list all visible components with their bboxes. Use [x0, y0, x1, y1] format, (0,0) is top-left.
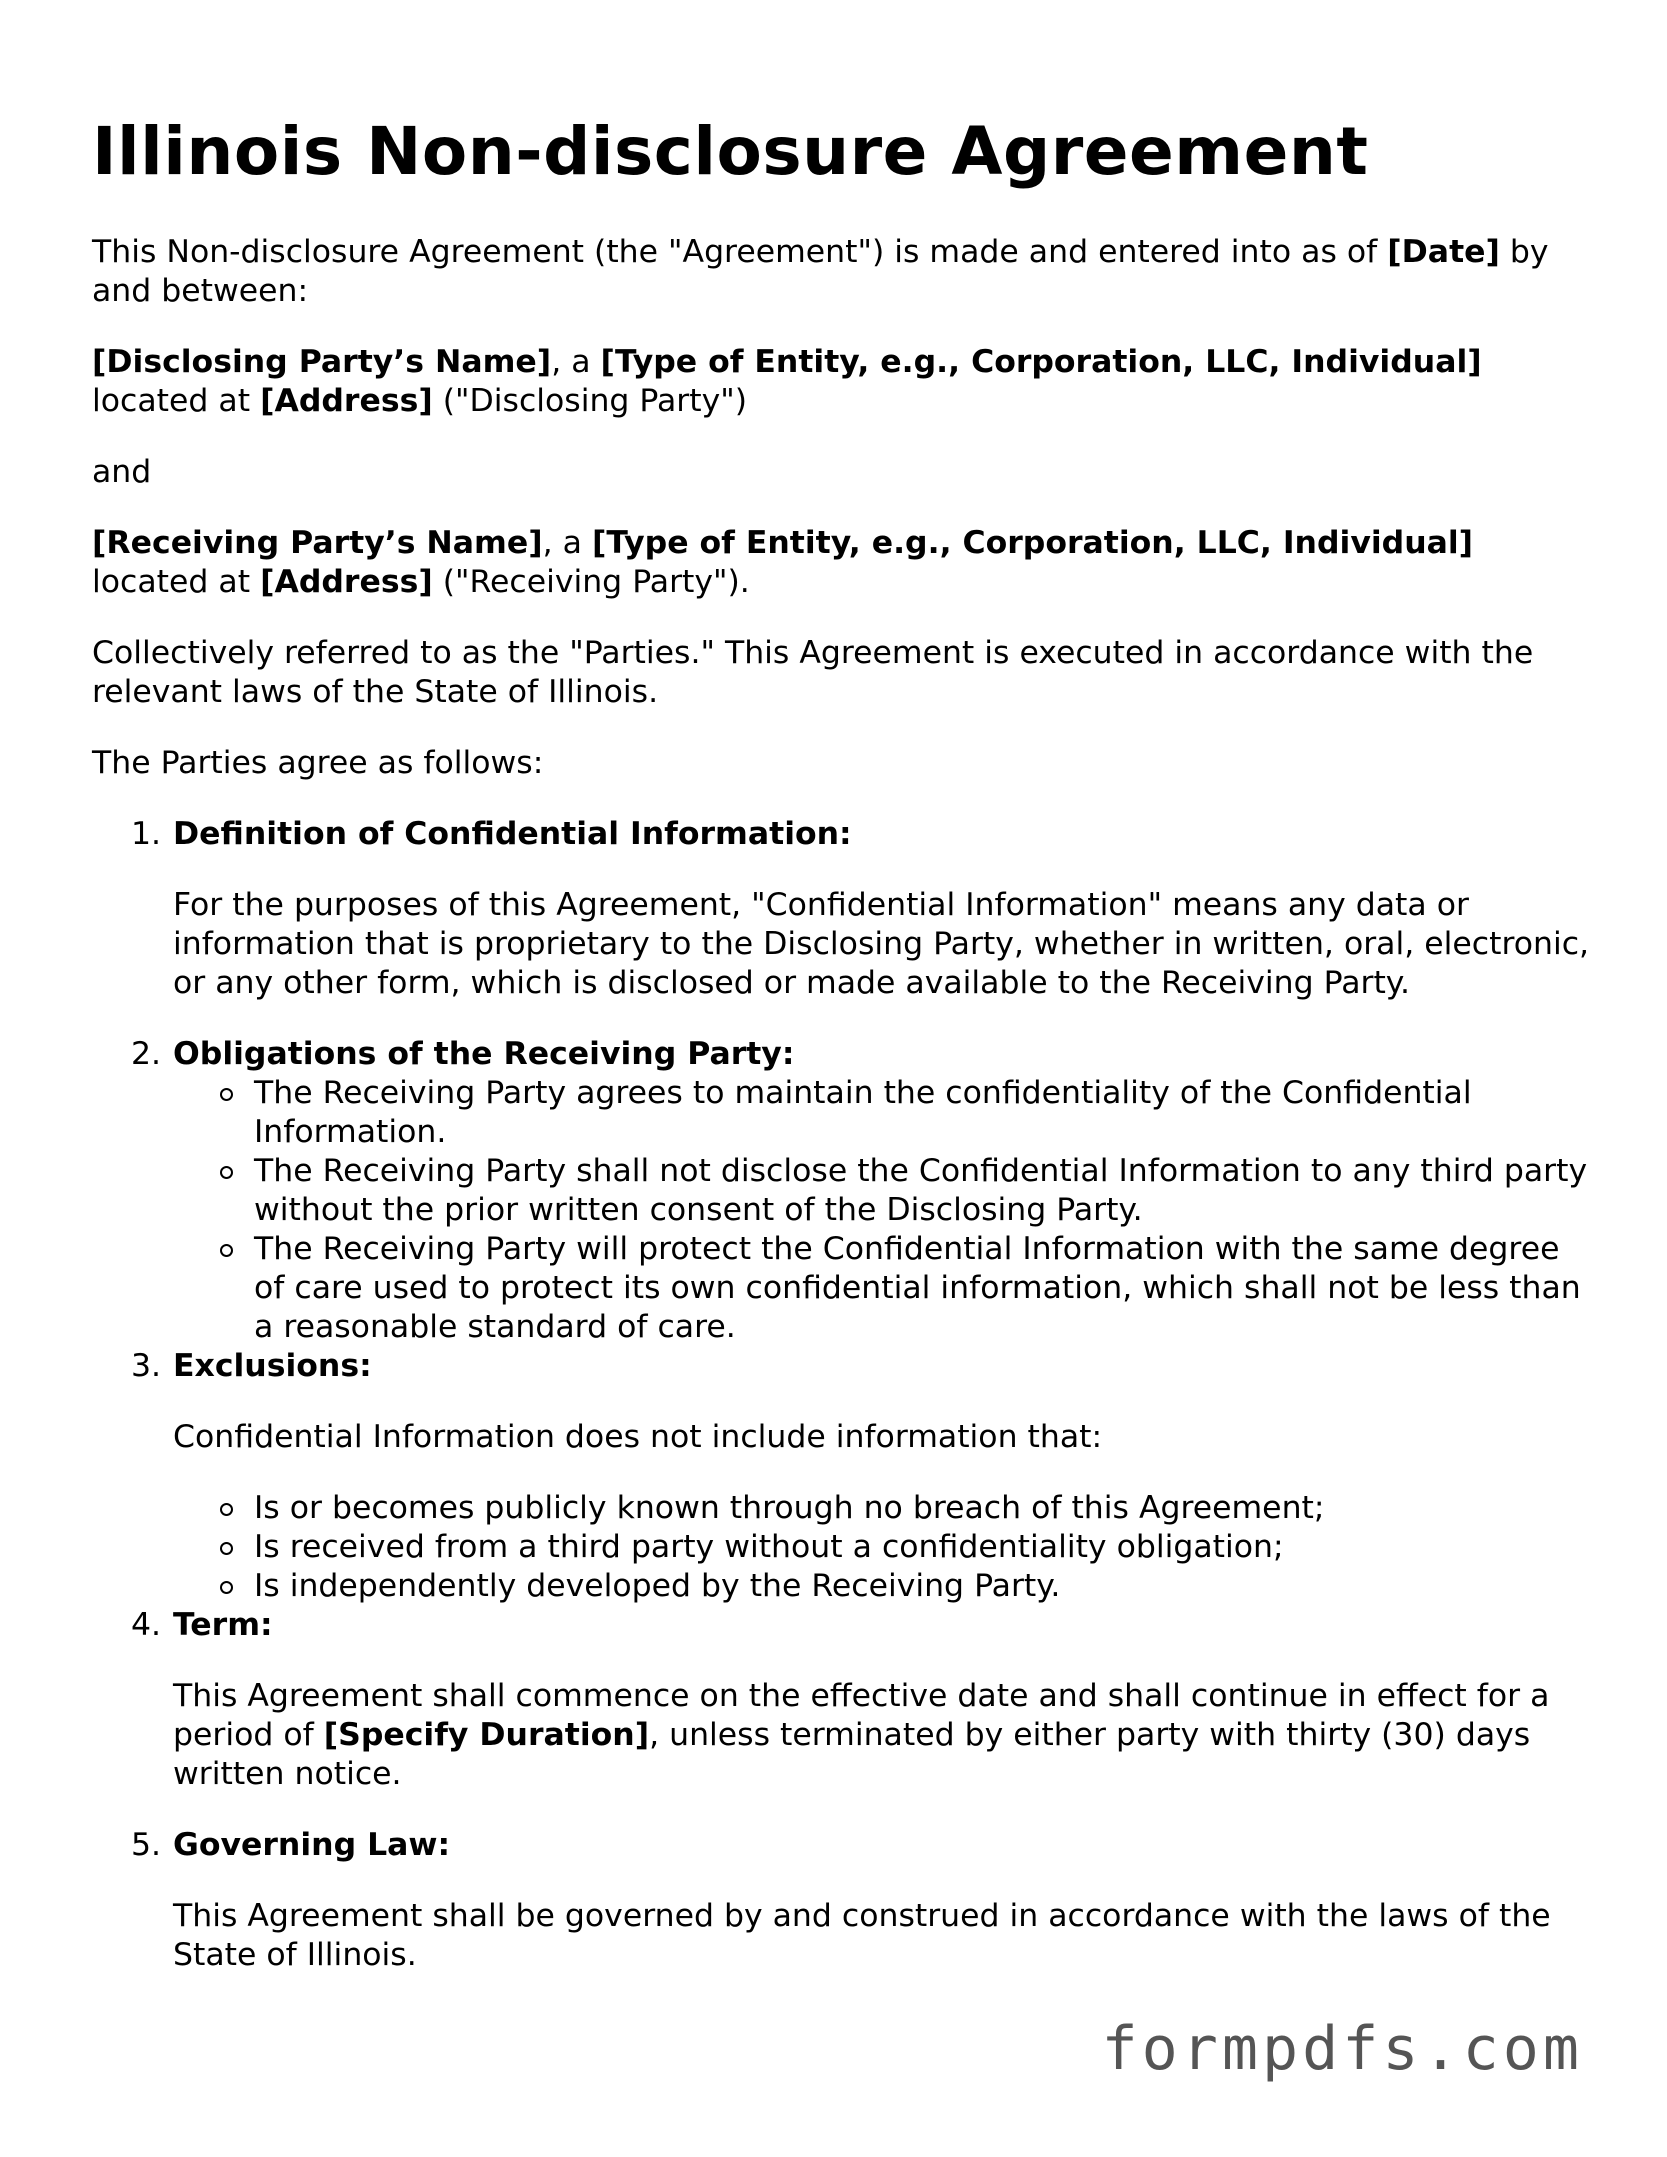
collective-paragraph: Collectively referred to as the "Parties." This Agreement is executed in accordance with the relevant laws of the State of Illinois.	[92, 635, 1534, 711]
exclusions-list	[173, 1489, 1592, 1606]
watermark: formpdfs.com	[1101, 2014, 1583, 2084]
list-item: The Receiving Party agrees to maintain the confidentiality of the Confidential Information.	[254, 1074, 1592, 1152]
circle-bullet-icon	[220, 1244, 233, 1257]
section-body: This Agreement shall commence on the effective date and shall continue in effect for a period of [Specify Duration], unless terminated by either party with thirty (30) days written notice.	[173, 1678, 1550, 1793]
document-page	[92, 112, 1592, 1975]
disclosing-party-paragraph: [Disclosing Party’s Name], a [Type of Entity, e.g., Corporation, LLC, Individual] located at [Address] ("Disclosing Party")	[92, 344, 1482, 420]
section-number: 1.	[131, 816, 162, 853]
date-placeholder: [Date]	[1387, 234, 1500, 271]
section-title: Definition of Confidential Information:	[173, 816, 852, 853]
agree-paragraph: The Parties agree as follows:	[92, 745, 544, 782]
list-item: The Receiving Party will protect the Confidential Information with the same degree of care used to protect its own confidential information, which shall not be less than a reasonable standard of care.	[254, 1230, 1592, 1347]
section-title: Obligations of the Receiving Party:	[173, 1036, 795, 1073]
document-title: Illinois Non-disclosure Agreement	[92, 113, 1369, 190]
section-number: 4.	[131, 1607, 162, 1644]
section-title: Exclusions:	[173, 1348, 372, 1385]
list-item: The Receiving Party shall not disclose the Confidential Information to any third party without the prior written consent of the Disclosing Party.	[254, 1152, 1592, 1230]
circle-bullet-icon	[220, 1166, 233, 1179]
circle-bullet-icon	[220, 1581, 233, 1594]
and-text: and	[92, 454, 152, 491]
obligations-list	[173, 1074, 1592, 1347]
section-body: This Agreement shall be governed by and construed in accordance with the laws of the State of Illinois.	[173, 1898, 1551, 1974]
disclosing-party-name: [Disclosing Party’s Name]	[92, 344, 552, 381]
section-title: Term:	[173, 1607, 273, 1644]
section-term	[131, 1606, 1592, 1794]
disclosing-entity-type: [Type of Entity, e.g., Corporation, LLC, Individual]	[600, 344, 1482, 381]
receiving-party-paragraph: [Receiving Party’s Name], a [Type of Entity, e.g., Corporation, LLC, Individual] located at [Address] ("Receiving Party").	[92, 525, 1474, 601]
section-body: For the purposes of this Agreement, "Confidential Information" means any data or information that is proprietary to the Disclosing Party, whether in written, oral, electronic, or any other form, which is disclosed or made available to the Receiving Party.	[173, 887, 1590, 1002]
section-governing-law	[131, 1826, 1592, 1975]
intro-paragraph: This Non-disclosure Agreement (the "Agreement") is made and entered into as of [Date] by and between:	[92, 234, 1549, 310]
section-number: 2.	[131, 1036, 162, 1073]
circle-bullet-icon	[220, 1542, 233, 1555]
receiving-entity-type: [Type of Entity, e.g., Corporation, LLC, Individual]	[591, 525, 1474, 562]
list-item: Is received from a third party without a confidentiality obligation;	[254, 1528, 1592, 1567]
list-item: Is independently developed by the Receiving Party.	[254, 1567, 1592, 1606]
receiving-address: [Address]	[260, 564, 433, 601]
list-item: Is or becomes publicly known through no breach of this Agreement;	[254, 1489, 1592, 1528]
section-obligations	[131, 1035, 1592, 1347]
circle-bullet-icon	[220, 1503, 233, 1516]
section-number: 3.	[131, 1348, 162, 1385]
receiving-party-name: [Receiving Party’s Name]	[92, 525, 543, 562]
section-body: Confidential Information does not include information that:	[173, 1419, 1103, 1456]
section-definition	[131, 815, 1592, 1003]
duration-placeholder: [Specify Duration]	[323, 1717, 650, 1754]
section-number: 5.	[131, 1827, 162, 1864]
section-exclusions	[131, 1347, 1592, 1606]
section-title: Governing Law:	[173, 1827, 451, 1864]
circle-bullet-icon	[220, 1088, 233, 1101]
disclosing-address: [Address]	[260, 383, 433, 420]
sections-list	[92, 815, 1592, 1975]
